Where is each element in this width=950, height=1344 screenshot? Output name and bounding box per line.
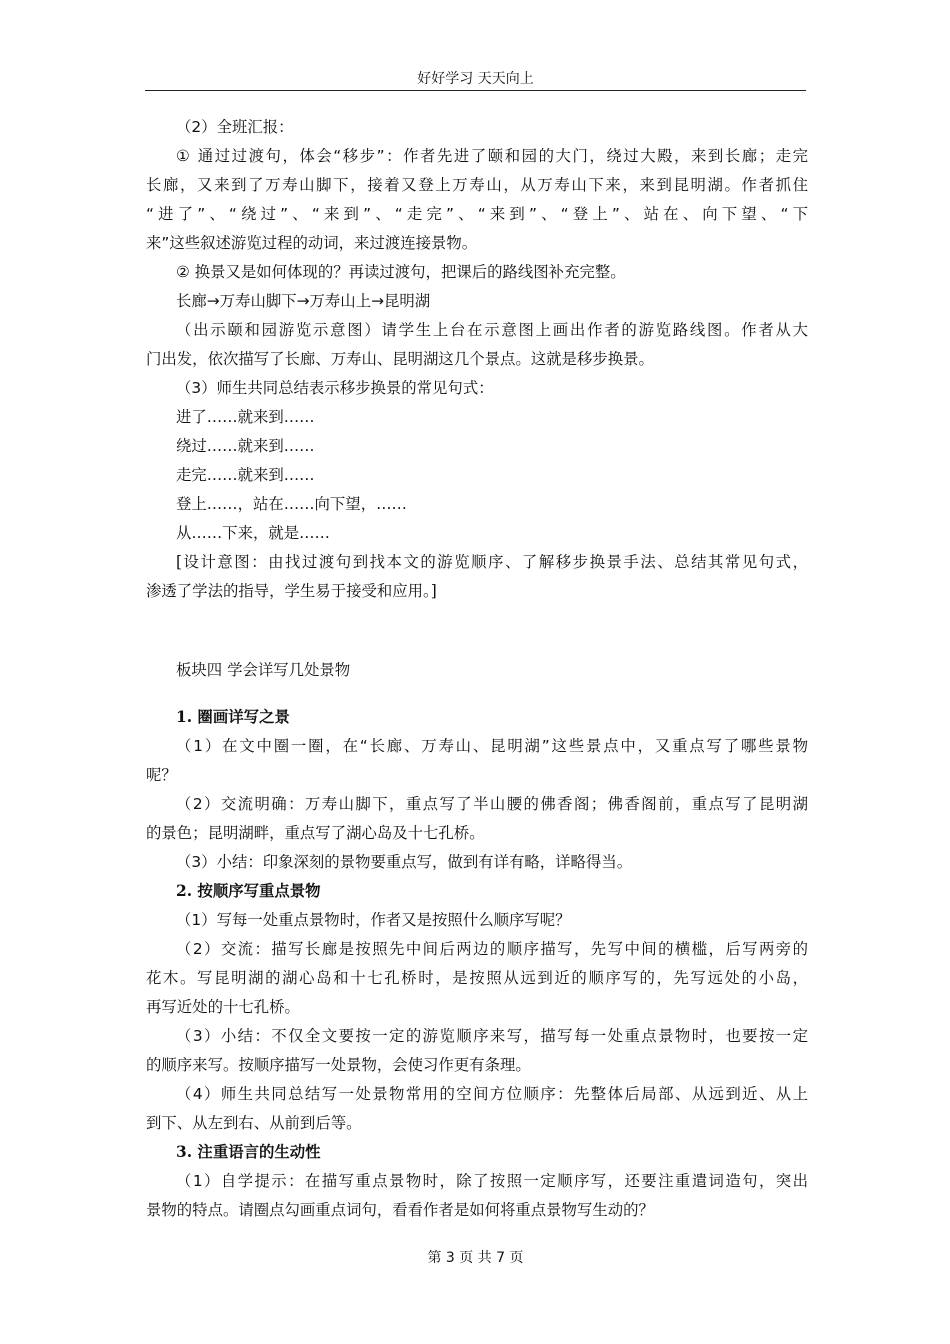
page-number: 第 3 页 共 7 页 bbox=[427, 1250, 524, 1266]
paragraph-line: （出示颐和园游览示意图）请学生上台在示意图上画出作者的游览路线图。作者从大 bbox=[176, 321, 808, 339]
paragraph-line: 到下、从左到右、从前到后等。 bbox=[146, 1114, 362, 1132]
paragraph-line: （1）在文中圈一圈，在“长廊、万寿山、昆明湖”这些景点中，又重点写了哪些景物 bbox=[176, 737, 808, 755]
sentence-pattern: 走完……就来到…… bbox=[176, 466, 315, 484]
paragraph-line: 长廊，又来到了万寿山脚下，接着又登上万寿山，从万寿山下来，来到昆明湖。作者抓住 bbox=[146, 176, 808, 194]
paragraph-line: （4）师生共同总结写一处景物常用的空间方位顺序：先整体后局部、从远到近、从上 bbox=[176, 1085, 808, 1103]
sentence-pattern: 登上……，站在……向下望，…… bbox=[176, 495, 407, 513]
paragraph-line: 的景色；昆明湖畔，重点写了湖心岛及十七孔桥。 bbox=[146, 824, 485, 842]
paragraph-line: 景物的特点。请圈点勾画重点词句，看看作者是如何将重点景物写生动的？ bbox=[146, 1201, 654, 1219]
page-header: 好好学习 天天向上 bbox=[417, 71, 534, 87]
paragraph-line: 呢？ bbox=[146, 766, 177, 784]
paragraph-line: “进了”、“绕过”、“来到”、“走完”、“来到”、“登上”、站在、向下望、“下 bbox=[146, 205, 808, 223]
paragraph-line: 花木。写昆明湖的湖心岛和十七孔桥时，是按照从远到近的顺序写的，先写远处的小岛， bbox=[146, 969, 808, 987]
subheading: 3. 注重语言的生动性 bbox=[176, 1143, 321, 1161]
paragraph-line: （1）写每一处重点景物时，作者又是按照什么顺序写呢？ bbox=[176, 911, 571, 929]
paragraph-line: （3）小结：不仅全文要按一定的游览顺序来写，描写每一处重点景物时，也要按一定 bbox=[176, 1027, 808, 1045]
design-intent-line: 渗透了学法的指导，学生易于接受和应用。] bbox=[146, 582, 437, 600]
paragraph-line: （3）师生共同总结表示移步换景的常见句式： bbox=[176, 379, 494, 397]
report-heading: （2）全班汇报： bbox=[176, 118, 294, 136]
section-spacer bbox=[146, 606, 808, 656]
section-title: 板块四 学会详写几处景物 bbox=[176, 661, 351, 679]
paragraph-line: （2）交流明确：万寿山脚下，重点写了半山腰的佛香阁；佛香阁前，重点写了昆明湖 bbox=[176, 795, 808, 813]
design-intent-line: [设计意图：由找过渡句到找本文的游览顺序、了解移步换景手法、总结其常见句式， bbox=[176, 553, 808, 571]
paragraph-line: 的顺序来写。按顺序描写一处景物，会使习作更有条理。 bbox=[146, 1056, 531, 1074]
paragraph-line: （2）交流：描写长廊是按照先中间后两边的顺序描写，先写中间的横槛，后写两旁的 bbox=[176, 940, 808, 958]
paragraph-line: 再写近处的十七孔桥。 bbox=[146, 998, 300, 1016]
sentence-pattern: 绕过……就来到…… bbox=[176, 437, 315, 455]
paragraph-line: （3）小结：印象深刻的景物要重点写，做到有详有略，详略得当。 bbox=[176, 853, 633, 871]
sentence-pattern: 从……下来，就是…… bbox=[176, 524, 330, 542]
subheading: 2. 按顺序写重点景物 bbox=[176, 882, 321, 900]
paragraph-line: 来”这些叙述游览过程的动词，来过渡连接景物。 bbox=[146, 234, 478, 252]
paragraph-line: （1）自学提示：在描写重点景物时，除了按照一定顺序写，还要注重遣词造句，突出 bbox=[176, 1172, 808, 1190]
header-divider bbox=[145, 90, 806, 91]
paragraph-line: ① 通过过渡句，体会“移步”：作者先进了颐和园的大门，绕过大殿，来到长廊；走完 bbox=[176, 147, 808, 165]
sentence-pattern: 进了……就来到…… bbox=[176, 408, 315, 426]
subheading: 1. 圈画详写之景 bbox=[176, 708, 290, 726]
route-line: 长廊→万寿山脚下→万寿山上→昆明湖 bbox=[176, 292, 431, 310]
paragraph-line: ② 换景又是如何体现的？再读过渡句，把课后的路线图补充完整。 bbox=[176, 263, 626, 281]
paragraph-line: 门出发，依次描写了长廊、万寿山、昆明湖这几个景点。这就是移步换景。 bbox=[146, 350, 654, 368]
document-body bbox=[146, 113, 808, 1225]
section-spacer bbox=[146, 685, 808, 703]
